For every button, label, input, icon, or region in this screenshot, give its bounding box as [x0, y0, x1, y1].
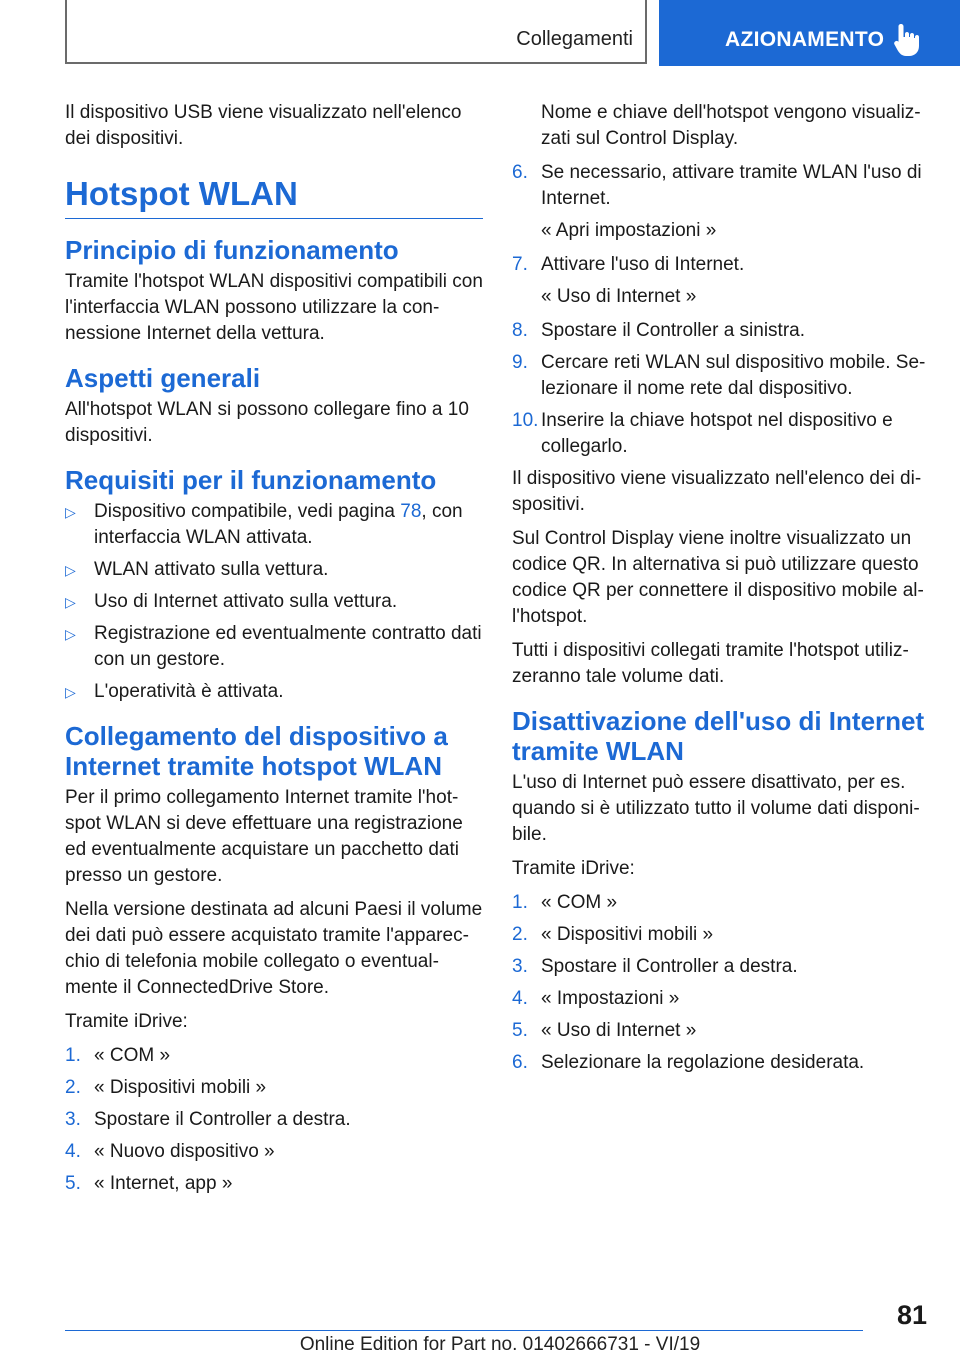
intro-text: Il dispositivo USB viene visualizzato nell'elenco dei dispositivi. — [65, 102, 462, 149]
general-heading: Aspetti generali — [65, 363, 261, 393]
right-column — [512, 100, 928, 1082]
list-item: 2. « Dispositivi mobili » — [512, 924, 714, 945]
continued-steps — [512, 318, 928, 460]
step-detail: « Apri impostazioni » — [541, 220, 717, 241]
chapter-heading: Hotspot WLAN — [65, 174, 483, 219]
requirements-list — [65, 499, 483, 705]
disable-heading: Disattivazione dell'uso di Internet tramite WLAN — [512, 706, 925, 766]
triangle-bullet-icon: ▷ — [65, 504, 76, 520]
list-item: ▷ Uso di Internet attivato sulla vettura. — [65, 589, 483, 615]
list-item: ▷ WLAN attivato sulla vettura. — [65, 557, 483, 583]
volume-paragraph: Tutti i dispositivi collegati tramite l'hotspot utilizzeranno tale volume dati. — [512, 640, 909, 687]
connect-steps — [65, 1043, 483, 1197]
requirements-heading: Requisiti per il funzionamento — [65, 465, 437, 495]
section-title: Collegamenti — [516, 28, 633, 50]
list-item: ▷ L'operatività è attivata. — [65, 679, 483, 705]
continued-steps — [512, 252, 928, 278]
step-continuation: Nome e chiave dell'hotspot vengono visualizzati sul Control Display. — [541, 102, 921, 149]
footer-divider — [65, 1330, 863, 1331]
page-link[interactable]: 78 — [400, 501, 422, 522]
general-text: All'hotspot WLAN si possono collegare fino a 10 dispositivi. — [65, 399, 469, 446]
list-item: 8. Spostare il Controller a sinistra. — [512, 320, 805, 341]
list-item: 3. Spostare il Controller a destra. — [65, 1109, 351, 1130]
list-item: ▷ Dispositivo compatibile, vedi pagina 78, con interfaccia WLAN attivata. — [65, 501, 463, 548]
connect-heading: Collegamento del dispositivo a Internet tramite hotspot WLAN — [65, 721, 448, 781]
list-item: 2. « Dispositivi mobili » — [65, 1077, 267, 1098]
footer-text: Online Edition for Part no. 01402666731 - VI/19 — [299, 1334, 701, 1355]
list-item: 6. Se necessario, attivare tramite WLAN l'uso di Internet. — [512, 162, 922, 209]
chapter-title: AZIONAMENTO — [725, 28, 885, 51]
list-item: 10. Inserire la chiave hotspot nel dispositivo e collegarlo. — [512, 410, 893, 457]
connect-paragraph: Nella versione destinata ad alcuni Paesi il volume dei dati può essere acquistato tramite l'apparecchio di telefonia mobile collegato o eventualmente il ConnectedDrive Store. — [65, 899, 483, 998]
triangle-bullet-icon: ▷ — [65, 626, 76, 642]
principle-text: Tramite l'hotspot WLAN dispositivi compatibili con l'interfaccia WLAN possono utilizzare la connessione Internet della vettura. — [65, 271, 483, 344]
list-item: 4. « Nuovo dispositivo » — [65, 1141, 275, 1162]
triangle-bullet-icon: ▷ — [65, 684, 76, 700]
pointing-hand-icon — [892, 22, 922, 58]
page-header — [0, 0, 960, 66]
triangle-bullet-icon: ▷ — [65, 562, 76, 578]
disable-steps — [512, 890, 928, 1076]
list-item: 1. « COM » — [65, 1045, 171, 1066]
continued-steps — [512, 160, 928, 212]
list-item: 4. « Impostazioni » — [512, 988, 680, 1009]
disable-paragraph: L'uso di Internet può essere disattivato, per es. quando si è utilizzato tutto il volume dati disponibile. — [512, 772, 920, 845]
list-item: 6. Selezionare la regolazione desiderata. — [512, 1052, 865, 1073]
connect-paragraph: Tramite iDrive: — [65, 1011, 188, 1032]
connect-paragraph: Per il primo collegamento Internet tramite l'hotspot WLAN si deve effettuare una registrazione ed eventualmente acquistare un pacchetto dati presso un gestore. — [65, 787, 463, 886]
list-item: 5. « Internet, app » — [65, 1173, 233, 1194]
list-item: 3. Spostare il Controller a destra. — [512, 956, 798, 977]
result-paragraph: Il dispositivo viene visualizzato nell'elenco dei dispositivi. — [512, 468, 922, 515]
section-tab — [65, 0, 647, 64]
left-column — [65, 100, 483, 1203]
list-item: ▷ Registrazione ed eventualmente contratto dati con un gestore. — [65, 623, 482, 670]
qr-paragraph: Sul Control Display viene inoltre visualizzato un codice QR. In alternativa si può utilizzare questo codice QR per connettere il dispositivo mobile all'hotspot. — [512, 528, 924, 627]
triangle-bullet-icon: ▷ — [65, 594, 76, 610]
disable-paragraph: Tramite iDrive: — [512, 858, 635, 879]
page-number: 81 — [897, 1300, 928, 1330]
list-item: 9. Cercare reti WLAN sul dispositivo mobile. Selezionare il nome rete dal dispositivo. — [512, 352, 926, 399]
principle-heading: Principio di funzionamento — [65, 235, 399, 265]
step-detail: « Uso di Internet » — [541, 286, 697, 307]
list-item: 7. Attivare l'uso di Internet. — [512, 254, 745, 275]
list-item: 1. « COM » — [512, 892, 618, 913]
list-item: 5. « Uso di Internet » — [512, 1020, 697, 1041]
